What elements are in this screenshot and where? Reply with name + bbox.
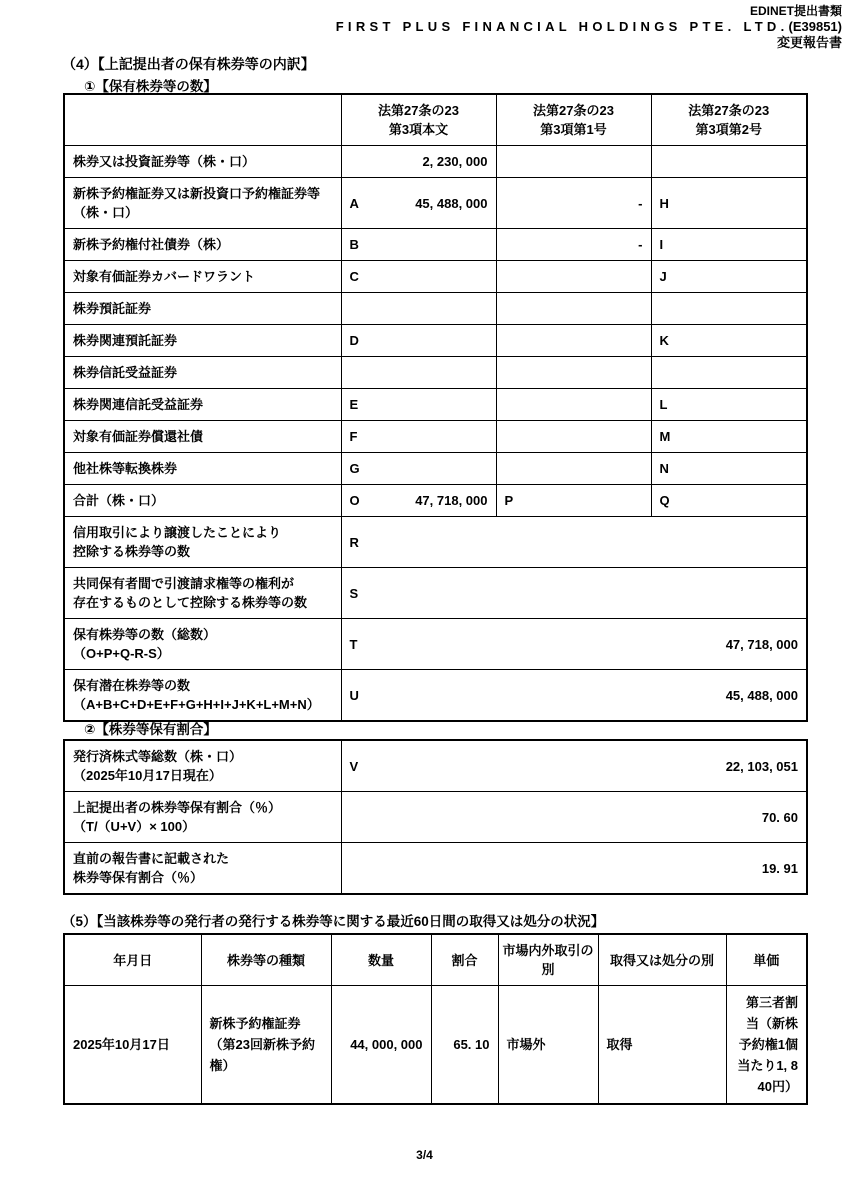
row-label-cell: 新株予約権証券又は新投資口予約権証券等 （株・口） [64, 178, 341, 229]
value-cell [341, 357, 496, 389]
value-cell [496, 357, 651, 389]
value-cell [496, 178, 651, 229]
column-header-cell: 法第27条の23 第3項第2号 [651, 94, 807, 146]
code-letter: S [349, 585, 359, 601]
cell-value: 47, 718, 000 [725, 636, 798, 652]
row-label-cell: 発行済株式等総数（株・口） （2025年10月17日現在） [64, 740, 341, 792]
value-cell [651, 485, 807, 517]
cell-value: - [638, 237, 643, 252]
date-cell: 2025年10月17日 [64, 986, 201, 1105]
value-cell [496, 389, 651, 421]
row-label-cell: 対象有価証券カバードワラント [64, 261, 341, 293]
column-header-cell: 割合 [431, 934, 498, 986]
row-label-cell: 保有株券等の数（総数） （O+P+Q-R-S） [64, 619, 341, 670]
table-row [64, 485, 807, 517]
code-letter: A [349, 195, 359, 211]
cell-value: 19. 91 [761, 860, 798, 876]
code-letter: B [349, 237, 359, 252]
row-label-cell: 対象有価証券償還社債 [64, 421, 341, 453]
value-cell [341, 325, 496, 357]
code-letter: V [349, 758, 359, 774]
table-row [64, 293, 807, 325]
value-cell [341, 261, 496, 293]
table-header-row [64, 934, 807, 986]
table-row [64, 178, 807, 229]
code-letter: H [659, 195, 669, 211]
holdings-count-table-body [64, 94, 807, 721]
column-header-cell: 数量 [331, 934, 431, 986]
acquisition-type-cell: 取得 [598, 986, 726, 1105]
value-cell [496, 261, 651, 293]
value-cell [651, 229, 807, 261]
row-label-cell: 上記提出者の株券等保有割合（％） （T/（U+V）× 100） [64, 792, 341, 843]
merged-value-cell [341, 568, 807, 619]
code-letter: C [349, 269, 359, 284]
code-letter: J [659, 269, 667, 284]
value-cell [341, 389, 496, 421]
cell-value: 47, 718, 000 [415, 493, 488, 508]
value-cell [341, 421, 496, 453]
recent-transactions-table-body [64, 934, 807, 1104]
value-cell [496, 293, 651, 325]
code-letter: F [349, 429, 358, 444]
section5-title: （5）【当該株券等の発行者の発行する株券等に関する最近60日間の取得又は処分の状況】 [62, 914, 605, 929]
column-header-cell: 取得又は処分の別 [598, 934, 726, 986]
merged-value-cell [341, 843, 807, 895]
cell-value: 70. 60 [761, 809, 798, 825]
code-letter: D [349, 333, 359, 348]
section4-title: （4）【上記提出者の保有株券等の内訳】 [62, 56, 315, 72]
holding-ratio-table-body [64, 740, 807, 894]
row-label-cell: 他社株等転換株券 [64, 453, 341, 485]
merged-value-cell [341, 792, 807, 843]
unit-price-cell: 第三者割当（新株予約権1個当たり1, 840円） [726, 986, 807, 1105]
table-row [64, 421, 807, 453]
row-label-cell: 株券預託証券 [64, 293, 341, 325]
value-cell [341, 229, 496, 261]
row-label-cell: 株券関連信託受益証券 [64, 389, 341, 421]
page-header [0, 3, 842, 51]
merged-value-cell [341, 670, 807, 722]
value-cell [341, 146, 496, 178]
value-cell [651, 389, 807, 421]
cell-value: 2, 230, 000 [422, 154, 488, 169]
holding-ratio-table [63, 739, 808, 895]
table-row [64, 229, 807, 261]
table-row [64, 568, 807, 619]
value-cell [496, 229, 651, 261]
value-cell [651, 178, 807, 229]
value-cell [341, 293, 496, 325]
blank-header-cell [64, 94, 341, 146]
company-name: FIRST PLUS FINANCIAL HOLDINGS PTE. LTD. [335, 19, 789, 34]
ratio-cell: 65. 10 [431, 986, 498, 1105]
row-label-cell: 合計（株・口） [64, 485, 341, 517]
value-cell [341, 178, 496, 229]
edinet-document-type: EDINET提出書類 [749, 4, 842, 18]
value-cell [496, 485, 651, 517]
value-cell [651, 293, 807, 325]
value-cell [651, 421, 807, 453]
table-row [64, 619, 807, 670]
table-row [64, 261, 807, 293]
holdings-count-table [63, 93, 808, 722]
cell-value: 45, 488, 000 [415, 195, 488, 211]
code-letter: P [504, 493, 514, 508]
section4-sub1-title: ①【保有株券等の数】 [84, 79, 217, 94]
table-row [64, 357, 807, 389]
table-row [64, 843, 807, 895]
code-letter: U [349, 687, 359, 703]
column-header-cell: 単価 [726, 934, 807, 986]
column-header-cell: 法第27条の23 第3項第1号 [496, 94, 651, 146]
code-letter: E [349, 397, 359, 412]
merged-value-cell [341, 740, 807, 792]
quantity-cell: 44, 000, 000 [331, 986, 431, 1105]
code-letter: K [659, 333, 669, 348]
row-label-cell: 株券又は投資証券等（株・口） [64, 146, 341, 178]
cell-value: - [638, 195, 643, 211]
row-label-cell: 直前の報告書に記載された 株券等保有割合（％） [64, 843, 341, 895]
table-row [64, 670, 807, 722]
value-cell [496, 146, 651, 178]
security-kind-cell: 新株予約権証券（第23回新株予約権） [201, 986, 331, 1105]
merged-value-cell [341, 517, 807, 568]
value-cell [496, 325, 651, 357]
merged-value-cell [341, 619, 807, 670]
table-row [64, 740, 807, 792]
code-letter: I [659, 237, 664, 252]
cell-value: 45, 488, 000 [725, 687, 798, 703]
column-header-cell: 年月日 [64, 934, 201, 986]
column-header-cell: 法第27条の23 第3項本文 [341, 94, 496, 146]
code-letter: O [349, 493, 360, 508]
filer-name-line [0, 19, 842, 35]
row-label-cell: 株券関連預託証券 [64, 325, 341, 357]
value-cell [651, 146, 807, 178]
value-cell [341, 453, 496, 485]
section4-sub2-title: ②【株券等保有割合】 [84, 722, 217, 737]
table-row [64, 986, 807, 1105]
table-row [64, 389, 807, 421]
table-row [64, 517, 807, 568]
table-row [64, 792, 807, 843]
value-cell [341, 485, 496, 517]
edinet-code: (E39851) [788, 19, 842, 34]
row-label-cell: 保有潜在株券等の数 （A+B+C+D+E+F+G+H+I+J+K+L+M+N） [64, 670, 341, 722]
value-cell [651, 357, 807, 389]
value-cell [651, 453, 807, 485]
column-header-cell: 市場内外取引の別 [498, 934, 598, 986]
code-letter: N [659, 461, 669, 476]
code-letter: G [349, 461, 360, 476]
code-letter: R [349, 534, 359, 550]
code-letter: M [659, 429, 671, 444]
market-type-cell: 市場外 [498, 986, 598, 1105]
table-row [64, 146, 807, 178]
value-cell [651, 325, 807, 357]
row-label-cell: 新株予約権付社債券（株） [64, 229, 341, 261]
code-letter: T [349, 636, 358, 652]
column-header-cell: 株券等の種類 [201, 934, 331, 986]
page-number: 3/4 [416, 1148, 433, 1162]
value-cell [496, 453, 651, 485]
code-letter: L [659, 397, 668, 412]
recent-transactions-table [63, 933, 808, 1105]
document-title: 変更報告書 [776, 35, 842, 50]
table-row [64, 325, 807, 357]
cell-value: 22, 103, 051 [725, 758, 798, 774]
row-label-cell: 信用取引により譲渡したことにより 控除する株券等の数 [64, 517, 341, 568]
table-header-row [64, 94, 807, 146]
code-letter: Q [659, 493, 670, 508]
value-cell [496, 421, 651, 453]
value-cell [651, 261, 807, 293]
table-row [64, 453, 807, 485]
row-label-cell: 株券信託受益証券 [64, 357, 341, 389]
row-label-cell: 共同保有者間で引渡請求権等の権利が 存在するものとして控除する株券等の数 [64, 568, 341, 619]
